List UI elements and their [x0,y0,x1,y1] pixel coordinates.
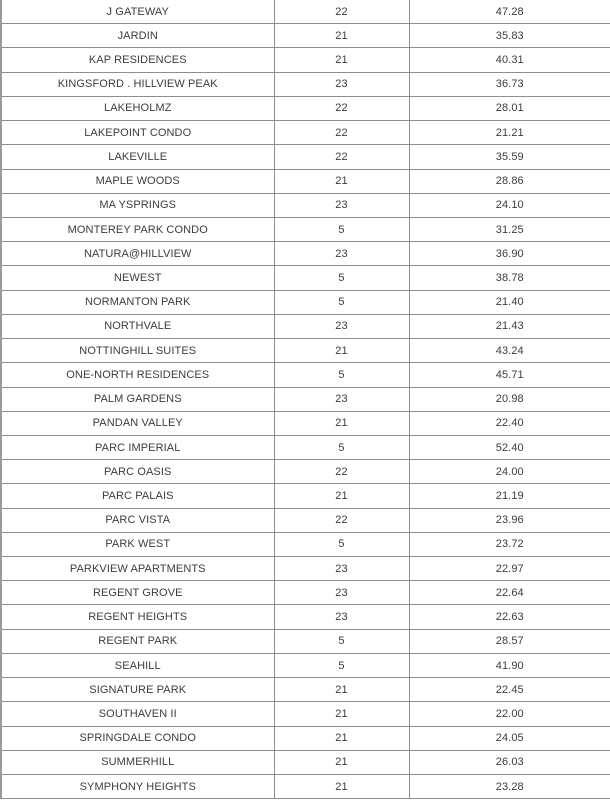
table-row [1,557,610,581]
project-name-cell: SPRINGDALE CONDO [1,726,274,750]
project-name-cell: SUMMERHILL [1,750,274,774]
value-cell: 22.40 [409,411,610,435]
district-cell: 23 [274,387,409,411]
value-cell: 52.40 [409,435,610,459]
value-cell: 31.25 [409,217,610,241]
district-cell: 21 [274,726,409,750]
value-cell: 36.73 [409,72,610,96]
district-cell: 21 [274,484,409,508]
district-cell: 22 [274,0,409,24]
project-name-cell: PARC VISTA [1,508,274,532]
value-cell: 24.05 [409,726,610,750]
value-cell: 21.40 [409,290,610,314]
table-row [1,169,610,193]
table-row [1,96,610,120]
project-name-cell: NEWEST [1,266,274,290]
district-cell: 21 [274,702,409,726]
project-name-cell: SEAHILL [1,653,274,677]
district-cell: 5 [274,290,409,314]
table-row [1,702,610,726]
district-cell: 22 [274,145,409,169]
value-cell: 21.19 [409,484,610,508]
district-cell: 22 [274,460,409,484]
table-row [1,314,610,338]
table-row [1,435,610,459]
project-name-cell: REGENT GROVE [1,581,274,605]
value-cell: 47.28 [409,0,610,24]
table-row [1,193,610,217]
value-cell: 23.28 [409,775,610,799]
value-cell: 20.98 [409,387,610,411]
value-cell: 22.45 [409,678,610,702]
value-cell: 45.71 [409,363,610,387]
table-row [1,678,610,702]
district-cell: 5 [274,217,409,241]
value-cell: 21.43 [409,314,610,338]
district-cell: 21 [274,48,409,72]
value-cell: 28.86 [409,169,610,193]
value-cell: 38.78 [409,266,610,290]
table-row [1,363,610,387]
project-name-cell: NORTHVALE [1,314,274,338]
district-cell: 21 [274,750,409,774]
project-name-cell: PARC PALAIS [1,484,274,508]
district-cell: 21 [274,169,409,193]
project-name-cell: PARC IMPERIAL [1,435,274,459]
table-row [1,387,610,411]
table-row [1,653,610,677]
project-name-cell: J GATEWAY [1,0,274,24]
district-cell: 22 [274,96,409,120]
table-row [1,290,610,314]
district-cell: 21 [274,24,409,48]
table-row [1,629,610,653]
district-cell: 5 [274,653,409,677]
value-cell: 22.64 [409,581,610,605]
district-cell: 23 [274,72,409,96]
district-cell: 23 [274,242,409,266]
district-cell: 21 [274,775,409,799]
value-cell: 22.97 [409,557,610,581]
project-name-cell: NORMANTON PARK [1,290,274,314]
table-row [1,145,610,169]
project-name-cell: MAPLE WOODS [1,169,274,193]
district-cell: 5 [274,363,409,387]
district-cell: 23 [274,605,409,629]
project-name-cell: PARK WEST [1,532,274,556]
table-row [1,121,610,145]
table-body [1,0,610,799]
project-name-cell: REGENT PARK [1,629,274,653]
table-row [1,775,610,799]
district-cell: 23 [274,557,409,581]
project-name-cell: NATURA@HILLVIEW [1,242,274,266]
district-cell: 22 [274,121,409,145]
project-name-cell: ONE-NORTH RESIDENCES [1,363,274,387]
district-cell: 23 [274,314,409,338]
table-row [1,339,610,363]
district-cell: 21 [274,411,409,435]
table-row [1,242,610,266]
table-row [1,726,610,750]
table-row [1,484,610,508]
project-name-cell: LAKEVILLE [1,145,274,169]
table-row [1,605,610,629]
project-name-cell: LAKEPOINT CONDO [1,121,274,145]
project-name-cell: SOUTHAVEN II [1,702,274,726]
district-cell: 23 [274,193,409,217]
project-name-cell: KINGSFORD . HILLVIEW PEAK [1,72,274,96]
value-cell: 24.10 [409,193,610,217]
project-name-cell: PALM GARDENS [1,387,274,411]
project-name-cell: REGENT HEIGHTS [1,605,274,629]
value-cell: 36.90 [409,242,610,266]
district-cell: 5 [274,532,409,556]
value-cell: 43.24 [409,339,610,363]
table-row [1,750,610,774]
table-row [1,0,610,24]
project-name-cell: JARDIN [1,24,274,48]
value-cell: 23.72 [409,532,610,556]
table-row [1,508,610,532]
value-cell: 24.00 [409,460,610,484]
project-name-cell: KAP RESIDENCES [1,48,274,72]
table-row [1,72,610,96]
value-cell: 22.00 [409,702,610,726]
project-name-cell: LAKEHOLMZ [1,96,274,120]
district-cell: 22 [274,508,409,532]
project-name-cell: PANDAN VALLEY [1,411,274,435]
table-row [1,532,610,556]
project-name-cell: SYMPHONY HEIGHTS [1,775,274,799]
district-cell: 21 [274,339,409,363]
value-cell: 26.03 [409,750,610,774]
value-cell: 23.96 [409,508,610,532]
value-cell: 22.63 [409,605,610,629]
project-name-cell: PARKVIEW APARTMENTS [1,557,274,581]
project-name-cell: NOTTINGHILL SUITES [1,339,274,363]
table-row [1,266,610,290]
table-row [1,48,610,72]
district-cell: 5 [274,629,409,653]
value-cell: 21.21 [409,121,610,145]
table-row [1,460,610,484]
district-cell: 5 [274,435,409,459]
value-cell: 41.90 [409,653,610,677]
district-cell: 21 [274,678,409,702]
table-row [1,24,610,48]
value-cell: 40.31 [409,48,610,72]
project-name-cell: PARC OASIS [1,460,274,484]
project-name-cell: MONTEREY PARK CONDO [1,217,274,241]
table-row [1,411,610,435]
district-cell: 23 [274,581,409,605]
value-cell: 35.59 [409,145,610,169]
project-name-cell: MA YSPRINGS [1,193,274,217]
value-cell: 28.01 [409,96,610,120]
district-cell: 5 [274,266,409,290]
value-cell: 28.57 [409,629,610,653]
table-row [1,217,610,241]
table-row [1,581,610,605]
value-cell: 35.83 [409,24,610,48]
project-name-cell: SIGNATURE PARK [1,678,274,702]
